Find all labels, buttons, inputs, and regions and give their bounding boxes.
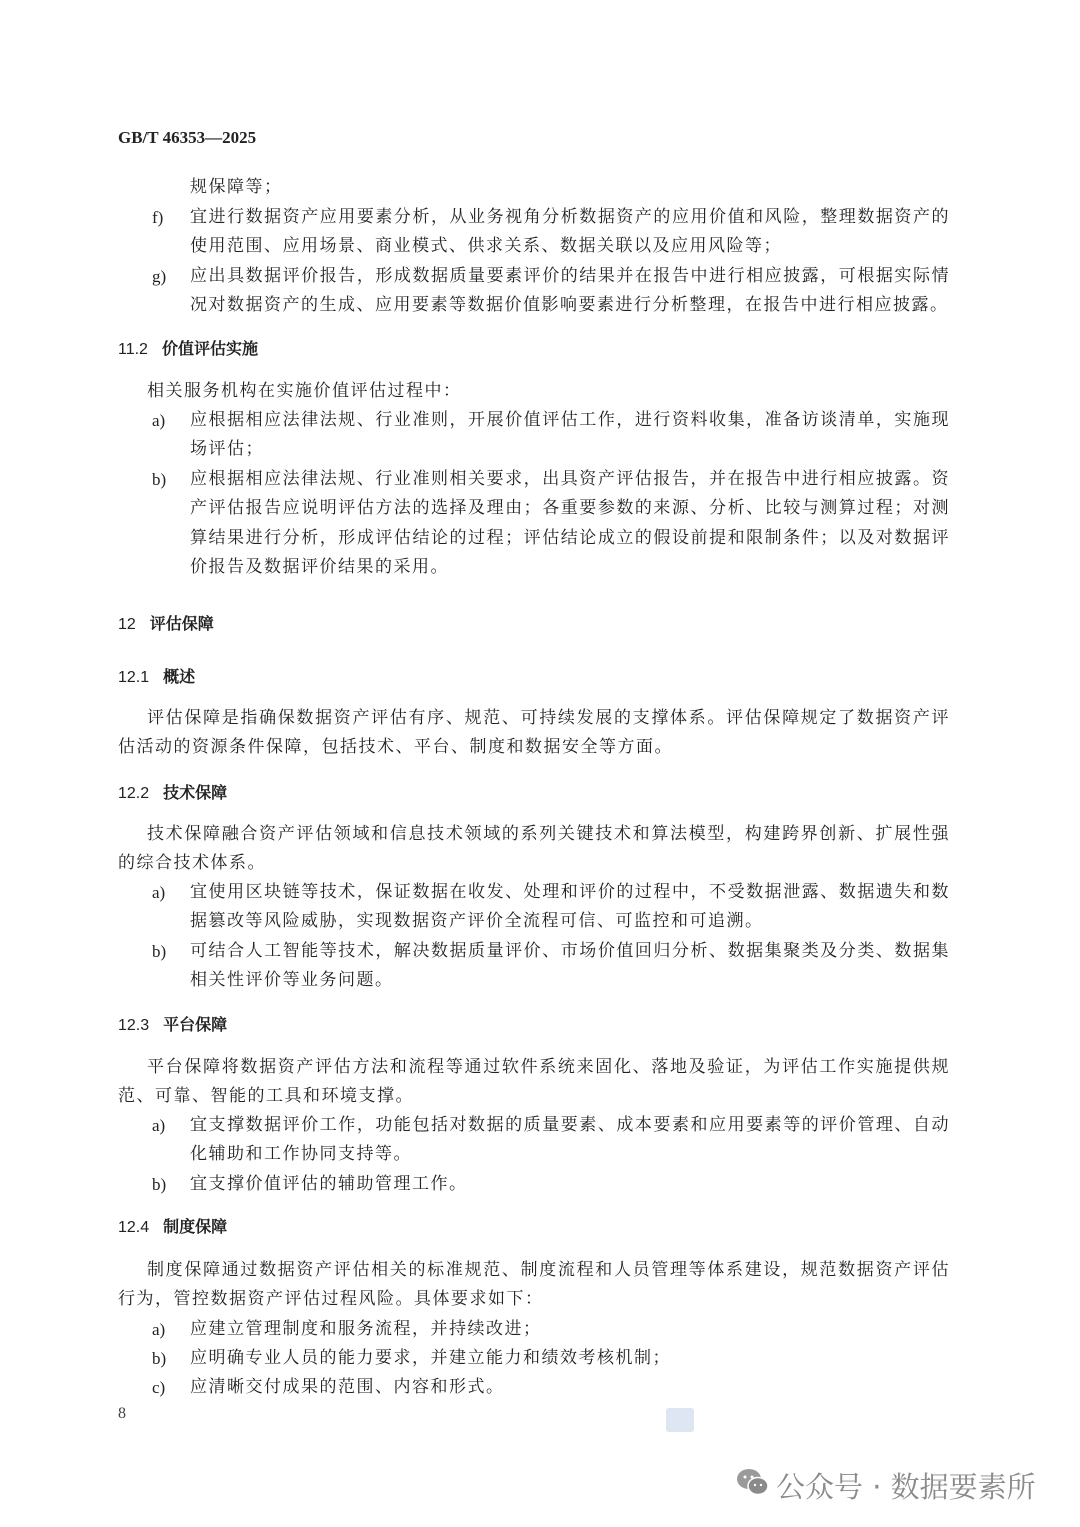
list-label: a) xyxy=(152,1320,166,1339)
list-item-a xyxy=(152,1315,950,1344)
list-text: 宜支撑价值评估的辅助管理工作。 xyxy=(190,1174,468,1194)
list-item-a xyxy=(152,1111,950,1170)
section-title: 制度保障 xyxy=(163,1217,228,1236)
section-heading-12-2 xyxy=(118,781,227,806)
list-item-c xyxy=(152,1373,950,1402)
section-number: 12.3 xyxy=(118,1017,150,1034)
section-number: 11.2 xyxy=(118,341,148,358)
list-item-b xyxy=(152,465,950,582)
section-heading-12 xyxy=(118,612,214,637)
section-heading-12-3 xyxy=(118,1013,227,1038)
section-title: 技术保障 xyxy=(163,783,228,802)
list-text: 应根据相应法律法规、行业准则相关要求，出具资产评估报告，并在报告中进行相应披露。资产评估报告应说明评估方法的选择及理由；各重要参数的来源、分析、比较与测算过程；对测算结果进行分析，形成评估结论的过程；评估结论成立的假设前提和限制条件；以及对数据评价报告及数据评价结果的采用。 xyxy=(190,469,950,577)
section-heading-12-1 xyxy=(118,665,195,690)
list-label: c) xyxy=(152,1378,166,1397)
list-item-b xyxy=(152,937,950,996)
section-title: 评估保障 xyxy=(149,614,214,633)
list-text: 应出具数据评价报告，形成数据质量要素评价的结果并在报告中进行相应披露，可根据实际情况对数据资产的生成、应用要素等数据价值影响要素进行分析整理，在报告中进行相应披露。 xyxy=(190,266,950,316)
page-number: 8 xyxy=(118,1405,126,1422)
list-label: f) xyxy=(152,208,164,227)
list-item-b xyxy=(152,1170,950,1199)
list-text: 宜使用区块链等技术，保证数据在收发、处理和评价的过程中，不受数据泄露、数据遗失和数据篡改等风险威胁，实现数据资产评价全流程可信、可监控和可追溯。 xyxy=(190,882,950,932)
list-item-f xyxy=(152,203,950,262)
list-text: 应清晰交付成果的范围、内容和形式。 xyxy=(190,1377,505,1397)
list-text: 可结合人工智能等技术，解决数据质量评价、市场价值回归分析、数据集聚类及分类、数据集相关性评价等业务问题。 xyxy=(190,941,950,991)
section-heading-11-2 xyxy=(118,337,258,362)
section-heading-12-4 xyxy=(118,1215,227,1240)
list-label: a) xyxy=(152,883,166,902)
list-label: a) xyxy=(152,411,166,430)
list-text: 宜支撑数据评价工作，功能包括对数据的质量要素、成本要素和应用要素等的评价管理、自动化辅助和工作协同支持等。 xyxy=(190,1115,950,1165)
section-number: 12.1 xyxy=(118,669,150,686)
list-text: 应根据相应法律法规、行业准则，开展价值评估工作，进行资料收集，准备访谈清单，实施现场评估； xyxy=(190,410,950,460)
continued-text: 规保障等； xyxy=(190,177,283,197)
list-text: 应明确专业人员的能力要求，并建立能力和绩效考核机制； xyxy=(190,1348,671,1368)
list-label: b) xyxy=(152,942,167,961)
section-title: 价值评估实施 xyxy=(161,339,258,358)
sac-logo xyxy=(666,1408,694,1432)
watermark xyxy=(736,1465,1036,1506)
list-label: b) xyxy=(152,470,167,489)
section-number: 12 xyxy=(118,616,136,633)
document-code: GB/T 46353—2025 xyxy=(118,128,257,147)
list-label: g) xyxy=(152,267,167,286)
list-item-b xyxy=(152,1344,950,1373)
section-number: 12.2 xyxy=(118,785,150,802)
list-text: 宜进行数据资产应用要素分析，从业务视角分析数据资产的应用价值和风险，整理数据资产的使用范围、应用场景、商业模式、供求关系、数据关联以及应用风险等； xyxy=(190,207,950,257)
paragraph: 评估保障是指确保数据资产评估有序、规范、可持续发展的支撑体系。评估保障规定了数据资产评估活动的资源条件保障，包括技术、平台、制度和数据安全等方面。 xyxy=(118,708,950,758)
paragraph: 制度保障通过数据资产评估相关的标准规范、制度流程和人员管理等体系建设，规范数据资产评估行为，管控数据资产评估过程风险。具体要求如下： xyxy=(118,1260,950,1310)
list-label: b) xyxy=(152,1175,167,1194)
watermark-text: 公众号 · 数据要素所 xyxy=(776,1470,1036,1504)
section-number: 12.4 xyxy=(118,1219,150,1236)
paragraph: 平台保障将数据资产评估方法和流程等通过软件系统来固化、落地及验证，为评估工作实施提供规范、可靠、智能的工具和环境支撑。 xyxy=(118,1057,950,1107)
list-label: b) xyxy=(152,1349,167,1368)
wechat-icon xyxy=(736,1467,770,1504)
list-item-g xyxy=(152,262,950,321)
section-title: 概述 xyxy=(163,667,196,686)
list-item-a xyxy=(152,406,950,465)
list-item-a xyxy=(152,878,950,937)
list-label: a) xyxy=(152,1116,166,1135)
list-text: 应建立管理制度和服务流程，并持续改进； xyxy=(190,1319,542,1339)
paragraph: 技术保障融合资产评估领域和信息技术领域的系列关键技术和算法模型，构建跨界创新、扩展性强的综合技术体系。 xyxy=(118,824,950,874)
paragraph: 相关服务机构在实施价值评估过程中： xyxy=(147,381,462,401)
section-title: 平台保障 xyxy=(163,1015,228,1034)
